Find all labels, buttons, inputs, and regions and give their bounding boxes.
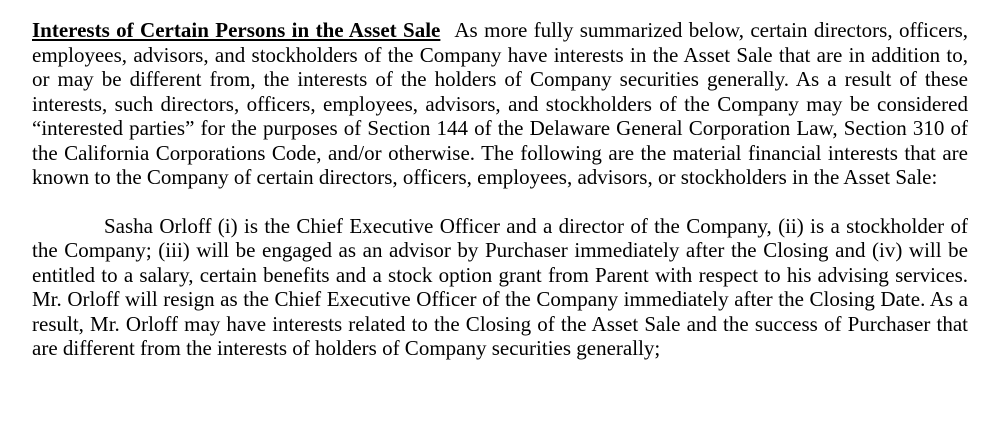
section-heading: Interests of Certain Persons in the Asset Sale	[32, 18, 441, 42]
document-body	[32, 18, 968, 361]
intro-text: As more fully summarized below, certain directors, officers, employees, advisors, and stockholders of the Company have interests in the Asset Sale that are in addition to, or may be different from, the interests of the holders of Company securities generally. As a result of these interests, such directors, officers, employees, advisors, and stockholders of the Company may be considered “interested parties” for the purposes of Section 144 of the Delaware General Corporation Law, Section 310 of the California Corporations Code, and/or otherwise. The following are the material financial interests that are known to the Company of certain directors, officers, employees, advisors, or stockholders in the Asset Sale:	[32, 18, 968, 189]
orloff-paragraph: Sasha Orloff (i) is the Chief Executive Officer and a director of the Company, (ii) is a stockholder of the Company; (iii) will be engaged as an advisor by Purchaser immediately after the Closing and (iv) will be entitled to a salary, certain benefits and a stock option grant from Parent with respect to his advising services. Mr. Orloff will resign as the Chief Executive Officer of the Company immediately after the Closing Date. As a result, Mr. Orloff may have interests related to the Closing of the Asset Sale and the success of Purchaser that are different from the interests of holders of Company securities generally;	[32, 213, 968, 360]
intro-paragraph	[32, 18, 968, 190]
